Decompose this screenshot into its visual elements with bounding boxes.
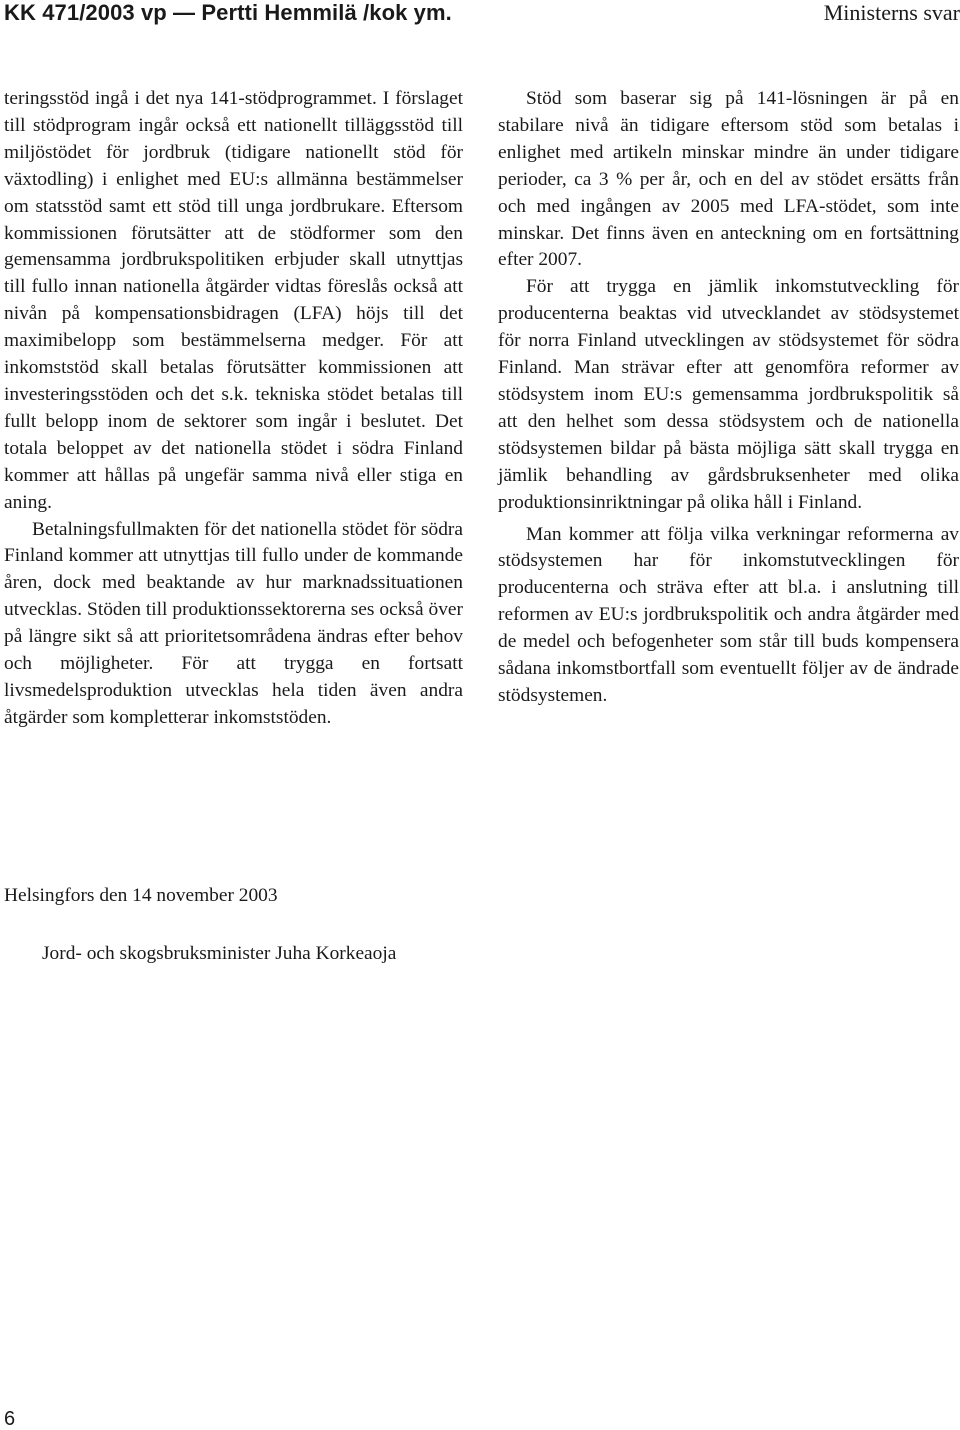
document-reference-header: KK 471/2003 vp — Pertti Hemmilä /kok ym.	[4, 0, 452, 25]
minister-signature-line: Jord- och skogsbruksminister Juha Korkeaoja	[42, 943, 397, 964]
paragraph: Man kommer att följa vilka verkningar reformerna av stödsystemen har för inkomstutvecklingen för producenterna och sträva efter att bl.a. i anslutning till reformen av EU:s jordbrukspolitik och andra åtgärder med de medel och befogenheter som står till buds kompensera sådana inkomstbortfall som eventuellt följer av de ändrade stödsystemen.	[498, 523, 959, 706]
right-text-column	[498, 86, 959, 710]
paragraph: teringsstöd ingå i det nya 141-stödprogrammet. I förslaget till stödprogram ingår också ett nationellt tilläggsstöd till miljöstödet för jordbruk (tidigare nationellt stöd för växtodling) i enlighet med EU:s allmänna bestämmelser om statsstöd samt ett stöd till unga jordbrukare. Eftersom kommissionen förutsätter att de stödformer som den gemensamma jordbrukspolitiken erbjuder skall utnyttjas till fullo innan nationella åtgärder vidtas föreslås också att nivån på kompensationsbidragen (LFA) höjs till det maximibelopp som bestämmelserna medger. För att inkomststöd skall betalas förutsätter kommissionen att investeringsstöden och det s.k. tekniska stödet betalas till fullt belopp inom de sektorer som ingår i beslutet. Det totala beloppet av det nationella stödet i södra Finland kommer att hållas på ungefär samma nivå eller stiga en aning.	[4, 88, 463, 513]
place-and-date: Helsingfors den 14 november 2003	[4, 885, 278, 906]
page-number: 6	[4, 1408, 16, 1430]
paragraph: Stöd som baserar sig på 141-lösningen är på en stabilare nivå än tidigare eftersom stöd som betalas i enlighet med artikeln minskar mindre än under tidigare perioder, ca 3 % per år, och en del av stödet ersätts från och med ingången av 2005 med LFA-stödet, som inte minskar. Det finns även en anteckning om en fortsättning efter 2007.	[498, 88, 959, 271]
section-title-header: Ministerns svar	[823, 0, 960, 25]
paragraph: Betalningsfullmakten för det nationella stödet för södra Finland kommer att utnyttjas till fullo under de kommande åren, dock med beaktande av hur marknadssituationen utvecklas. Stöden till produktionssektorerna ses också över på längre sikt så att prioritetsområdena ändras efter behov och möjligheter. För att trygga en fortsatt livsmedelsproduktion utvecklas hela tiden även andra åtgärder som kompletterar inkomststöden.	[4, 518, 463, 728]
left-text-column	[4, 86, 463, 732]
paragraph: För att trygga en jämlik inkomstutveckling för producenterna beaktas vid utvecklandet av stödsystemet för norra Finland utvecklingen av stödsystemet för södra Finland. Man strävar efter att genomföra reformer av stödsystem inom EU:s gemensamma jordbrukspolitik så att den helhet som dessa stödsystem och de nationella stödsystemen bildar på bästa möjliga sätt skall trygga en jämlik behandling av gårdsbruksenheter med olika produktionsinriktningar på olika håll i Finland.	[498, 276, 959, 513]
